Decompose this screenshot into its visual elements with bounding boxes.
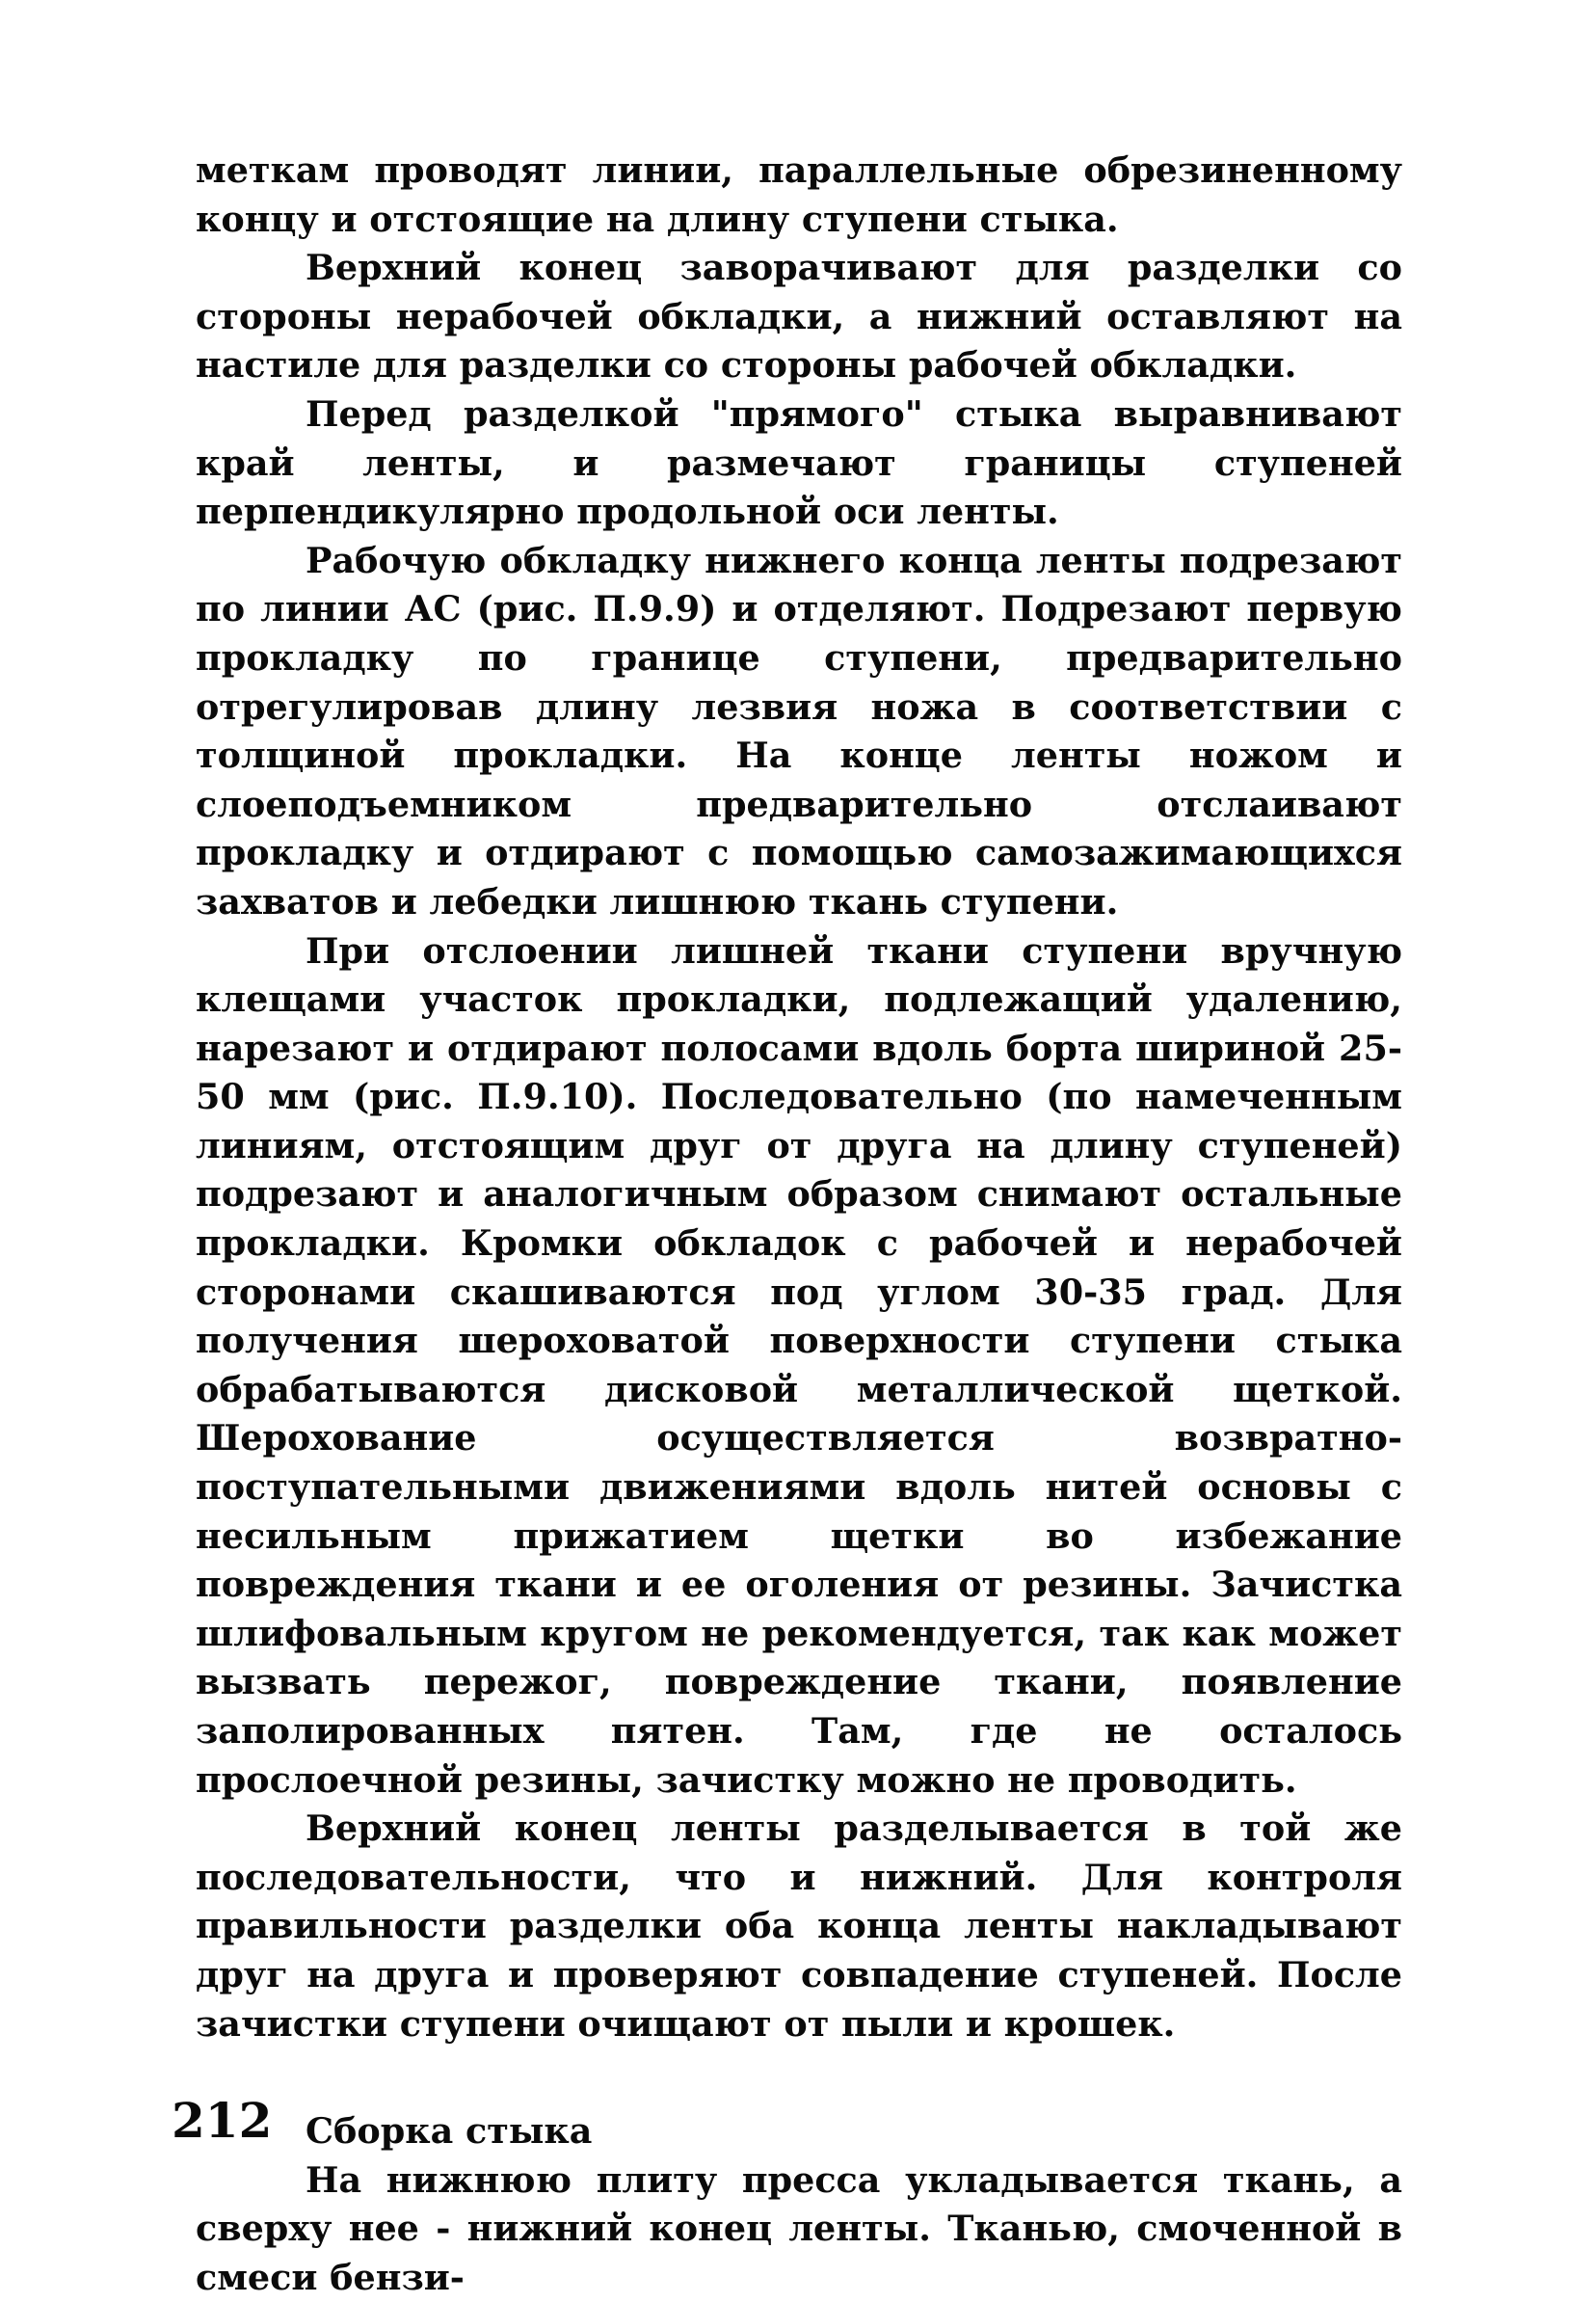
paragraph: Рабочую обкладку нижнего конца ленты подрезают по линии АС (рис. П.9.9) и отделяют. Подрезают первую прокладку по границе ступени, предварительно отрегулировав длину лезвия ножа в соответствии с толщиной прокладки. На конце ленты ножом и слоеподъемником предварительно отслаивают прокладку и отдирают с помощью самозажимающихся захватов и лебедки лишнюю ткань ступени.	[196, 539, 1402, 923]
paragraph: меткам проводят линии, параллельные обрезиненному концу и отстоящие на длину ступени стыка.	[196, 149, 1402, 240]
page-number: 212	[172, 2092, 273, 2149]
section-heading: Сборка стыка	[306, 2110, 593, 2153]
paragraph: Верхний конец заворачивают для разделки со стороны нерабочей обкладки, а нижний оставляют на настиле для разделки со стороны рабочей обкладки.	[196, 247, 1402, 387]
paragraph: На нижнюю плиту пресса укладывается ткань, а сверху нее - нижний конец ленты. Тканью, смоченной в смеси бензи-	[196, 2158, 1402, 2298]
paragraph: Верхний конец ленты разделывается в той же последовательности, что и нижний. Для контроля правильности разделки оба конца ленты накладывают друг на друга и проверяют совпадение ступеней. После зачистки ступени очищают от пыли и крошек.	[196, 1808, 1402, 2045]
page-body	[196, 147, 1402, 2303]
paragraph: Перед разделкой "прямого" стыка выравнивают край ленты, и размечают границы ступеней перпендикулярно продольной оси ленты.	[196, 392, 1402, 533]
paragraph: При отслоении лишней ткани ступени вручную клещами участок прокладки, подлежащий удалению, нарезают и отдирают полосами вдоль борта шириной 25-50 мм (рис. П.9.10). Последовательно (по намеченным линиям, отстоящим друг от друга на длину ступеней) подрезают и аналогичным образом снимают остальные прокладки. Кромки обкладок с рабочей и нерабочей сторонами скашиваются под углом 30-35 град. Для получения шероховатой поверхности ступени стыка обрабатываются дисковой металлической щеткой. Шерохование осуществляется возвратно-поступательными движениями вдоль нитей основы с несильным прижатием щетки во избежание повреждения ткани и ее оголения от резины. Зачистка шлифовальным кругом не рекомендуется, так как может вызвать пережог, повреждение ткани, появление заполированных пятен. Там, где не осталось прослоечной резины, зачистку можно не проводить.	[196, 929, 1402, 1801]
